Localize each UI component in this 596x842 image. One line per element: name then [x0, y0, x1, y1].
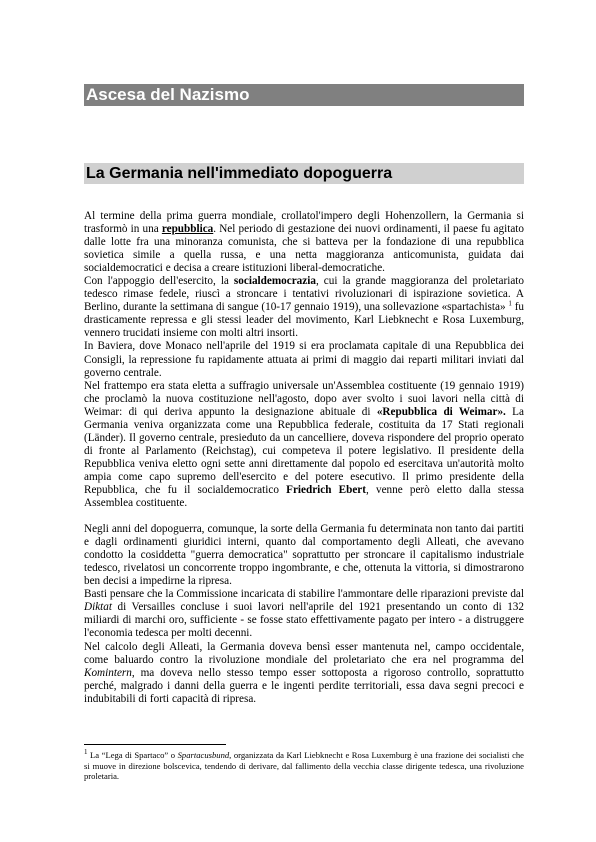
paragraph-1: Al termine della prima guerra mondiale, crollatol'impero degli Hohenzollern, la Germania si trasformò in una repubblica. Nel periodo di gestazione dei nuovi ordinamenti, il paese fu agitato dalle lotte fra una minoranza comunista, che si batteva per la fondazione di una repubblica sovietica simile a quella russa, e una netta maggioranza anticomunista, guidata dai socialdemocratici e decisa a creare istituzioni liberal-democratiche. — [84, 210, 524, 275]
paragraph-6: Basti pensare che la Commissione incaricata di stabilire l'ammontare delle riparazioni previste dal Diktat di Versailles concluse i suoi lavori nell'aprile del 1921 presentando un conto di 132 miliardi di marchi oro, sufficiente - se fosse stato effettivamente pagato per intero - a distruggere l'economia tedesca per molti decenni. — [84, 588, 524, 640]
footnote-reference: 1 — [508, 299, 512, 308]
footnote: $^1$ La “Lega di Spartaco” o Spartacusbund, organizzata da Karl Liebknecht e Rosa Luxemburg è una frazione dei socialisti che si muove in direzione bolscevica, tendendo di derivare, dal fallimento della vecchia classe dirigente tedesca, una rivoluzione proletaria. — [84, 748, 524, 782]
body-text — [84, 210, 524, 706]
paragraph-7: Nel calcolo degli Alleati, la Germania doveva bensì esser mantenuta nel, campo occidentale, come baluardo contro la rivoluzione mondiale del proletariato che era nel programma del Komintern, ma doveva nello stesso tempo esser sottoposta a rigoroso controllo, soprattutto perché, malgrado i danni della guerra e le ingenti perdite territoriali, essa dava segni precoci e indubitabili di forti capacità di ripresa. — [84, 640, 524, 705]
section-heading: La Germania nell'immediato dopoguerra — [84, 163, 524, 184]
socialdemocrazia-term: socialdemocrazia — [233, 275, 316, 288]
komintern-term: Komintern — [84, 666, 132, 679]
spartacusbund-term: Spartacusbund — [177, 750, 230, 760]
ebert-name: Friedrich Ebert — [286, 483, 366, 496]
repubblica-term: repubblica — [161, 223, 214, 236]
paragraph-5: Negli anni del dopoguerra, comunque, la sorte della Germania fu determinata non tanto dai partiti e dagli ordinamenti giuridici interni, quanto dal comportamento degli Alleati, che avevano condotto la cosiddetta "guerra democratica" soprattutto per stroncare il capitalismo industriale tedesco, rivelatosi un concorrente troppo ingombrante, e che, ottenuta la vittoria, si dimostrarono ben decisi a impedirne la ripresa. — [84, 523, 524, 588]
paragraph-4: Nel frattempo era stata eletta a suffragio universale un'Assemblea costituente (19 gennaio 1919) che proclamò la nuova costituzione nell'agosto, dopo aver svolto i suoi lavori nella città di Weimar: di qui deriva appunto la designazione abituale di «Repubblica di Weimar». La Germania veniva organizzata come una Repubblica federale, costituita da 17 Stati regionali (Länder). Il governo centrale, presieduto da un cancelliere, doveva rispondere del proprio operato di fronte al Parlamento (Reichstag), cui competeva il potere legislativo. Il presidente della Repubblica veniva eletto ogni sette anni direttamente dal popolo ed esercitava un'autorità molto ampia come capo supremo dell'esercito e del potere esecutivo. Il primo presidente della Repubblica, che fu il socialdemocratico Friedrich Ebert, venne però eletto dalla stessa Assemblea costituente. — [84, 379, 524, 510]
diktat-term: Diktat — [84, 601, 112, 614]
main-heading: Ascesa del Nazismo — [84, 84, 524, 106]
paragraph-2: Con l'appoggio dell'esercito, la socialdemocrazia, cui la grande maggioranza del proletariato tedesco rimase fedele, riuscì a stroncare i tentativi rivoluzionari di ispirazione sovietica. A Berlino, durante la settimana di sangue (10-17 gennaio 1919), una sollevazione «spartachista» $^1$ fu drasticamente repressa e gli stessi leader del movimento, Karl Liebknecht e Rosa Luxemburg, vennero trucidati insieme con molti altri insorti. — [84, 275, 525, 340]
paragraph-3: In Baviera, dove Monaco nell'aprile del 1919 si era proclamata capitale di una Repubblica dei Consigli, la repressione fu rapidamente attuata ai primi di maggio dai reparti militari inviati dal governo centrale. — [84, 340, 524, 379]
footnote-number: 1 — [84, 748, 88, 757]
weimar-term: «Repubblica di Weimar». — [376, 405, 506, 418]
footnote-divider — [84, 744, 226, 745]
